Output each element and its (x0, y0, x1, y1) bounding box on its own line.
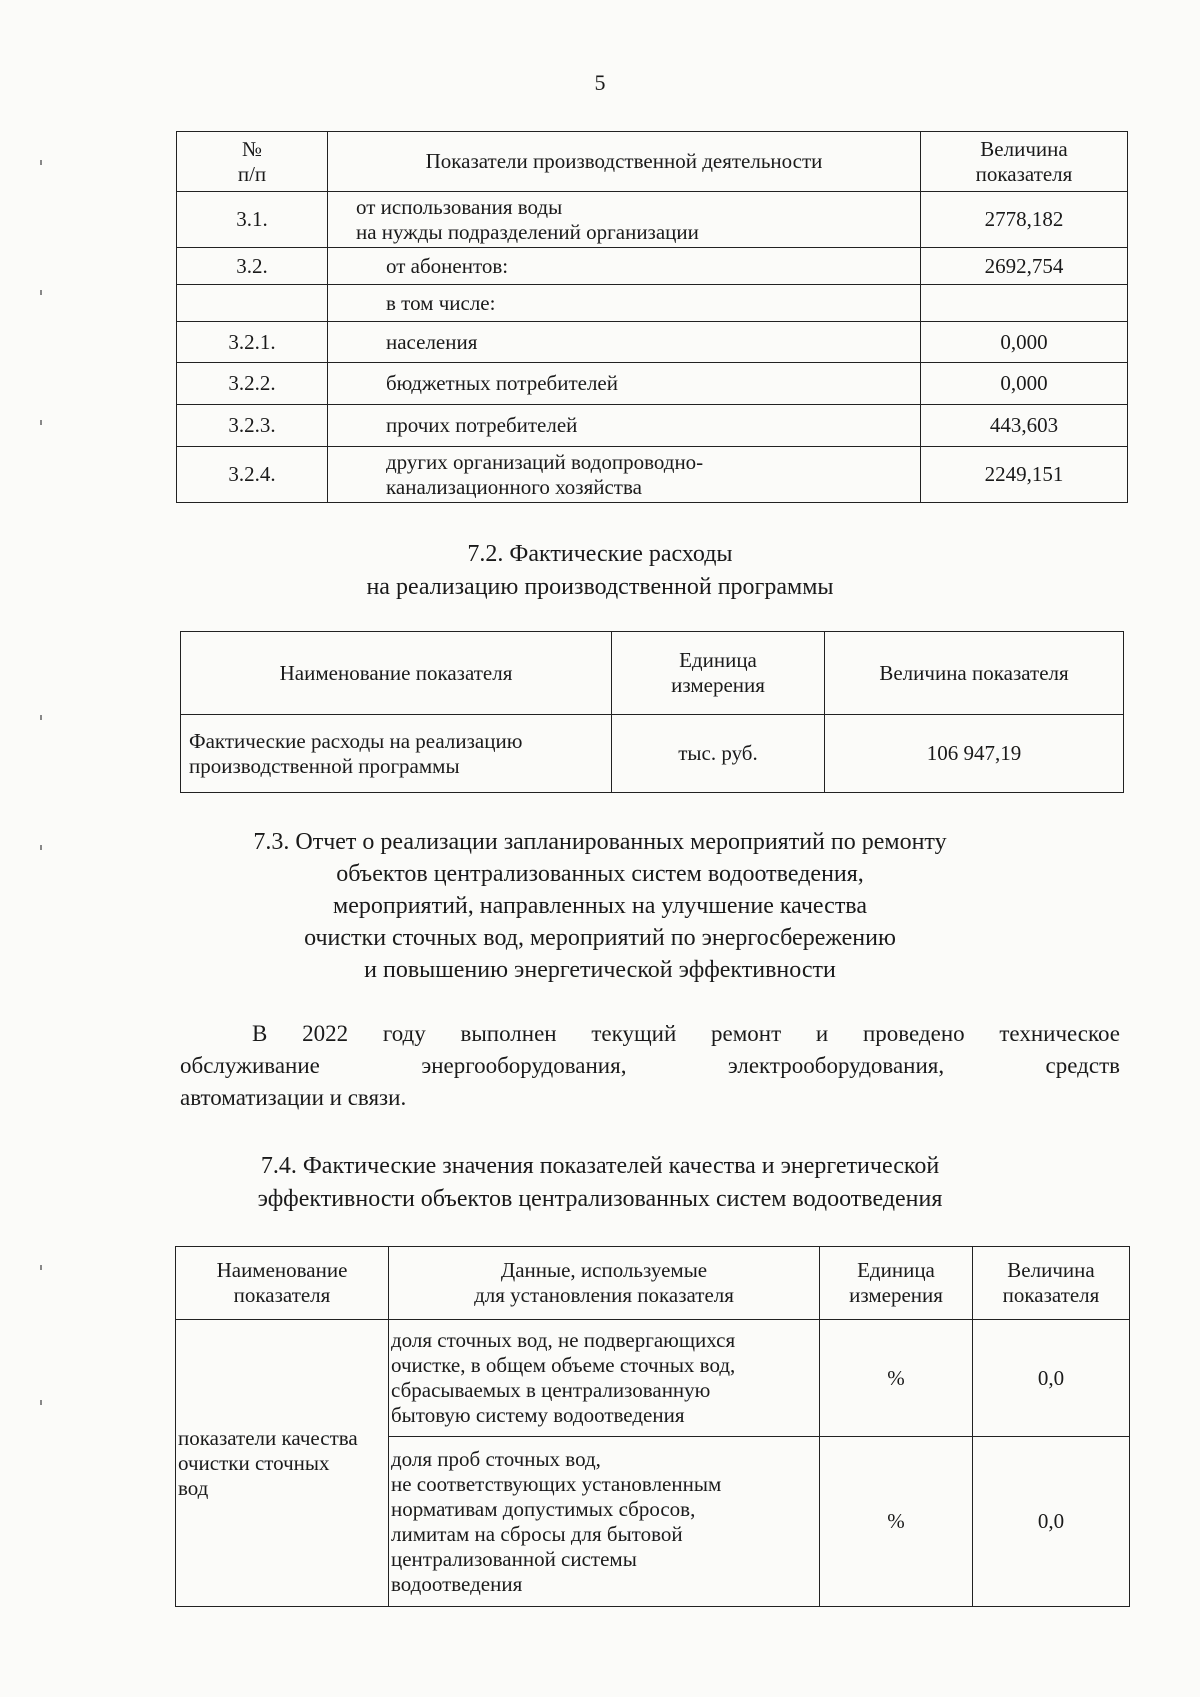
table-row (177, 405, 1128, 447)
table-row (177, 322, 1128, 363)
row-value: 2692,754 (921, 248, 1128, 285)
scan-mark (40, 1400, 42, 1405)
row-name-line2: на нужды подразделений организации (356, 219, 699, 244)
row-value: 0,000 (921, 322, 1128, 363)
section-7-3-title-line: объектов централизованных систем водоотведения, (336, 861, 864, 887)
row-unit: тыс. руб. (612, 715, 825, 793)
section-7-2-title-line1: 7.2. Фактические расходы (467, 541, 733, 567)
group-name-cell (176, 1320, 389, 1607)
expenses-table (180, 631, 1124, 793)
section-7-3-title-line: очистки сточных вод, мероприятий по энергосбережению (304, 925, 896, 951)
header-unit-line2: измерения (671, 673, 765, 697)
row-unit: % (820, 1320, 973, 1437)
section-7-3-title-line: 7.3. Отчет о реализации запланированных мероприятий по ремонту (253, 829, 947, 855)
row-value: 2249,151 (921, 447, 1128, 503)
row-name: в том числе: (328, 285, 921, 322)
row-num: 3.1. (177, 192, 328, 248)
row-unit: % (820, 1437, 973, 1607)
row-value: 106 947,19 (825, 715, 1124, 793)
section-7-3-title (0, 826, 1200, 986)
row-data-line: централизованной системы (391, 1546, 637, 1571)
paragraph-line2: обслуживание энергооборудования, электрооборудования, средств (180, 1053, 1120, 1078)
row-value: 443,603 (921, 405, 1128, 447)
row-name: прочих потребителей (328, 405, 921, 447)
row-num: 3.2.1. (177, 322, 328, 363)
group-name-line1: показатели качества (178, 1425, 358, 1450)
header-unit-line2: измерения (849, 1283, 943, 1307)
table-row (177, 447, 1128, 503)
row-num: 3.2.2. (177, 363, 328, 405)
row-num: 3.2.3. (177, 405, 328, 447)
row-name-line1: от использования воды (356, 194, 563, 219)
header-name (176, 1247, 389, 1320)
row-data-line: очистке, в общем объеме сточных вод, (391, 1353, 736, 1377)
row-name-line1: других организаций водопроводно- (386, 449, 704, 474)
group-name-line3: вод (178, 1475, 209, 1500)
quality-indicators-table (175, 1246, 1130, 1607)
section-7-3-title-line: и повышению энергетической эффективности (364, 957, 836, 983)
paragraph-line1: В 2022 году выполнен текущий ремонт и проведено техническое (252, 1021, 1120, 1046)
table-row (177, 363, 1128, 405)
row-data-line: не соответствующих установленным (391, 1471, 722, 1496)
body-paragraph (180, 1018, 1120, 1114)
header-unit-line1: Единица (679, 648, 757, 672)
row-data-line: нормативам допустимых сбросов, (391, 1496, 696, 1521)
header-num-line2: п/п (237, 161, 267, 186)
row-name (181, 715, 612, 793)
header-name: Наименование показателя (181, 632, 612, 715)
header-value-line1: Величина (1007, 1258, 1095, 1282)
scan-mark (40, 160, 42, 165)
header-unit-line1: Единица (857, 1258, 935, 1282)
scan-mark (40, 1265, 42, 1270)
header-value (921, 132, 1128, 192)
row-num (177, 285, 328, 322)
table-row (177, 248, 1128, 285)
row-data-line: доля сточных вод, не подвергающихся (391, 1328, 736, 1352)
row-value: 0,0 (973, 1437, 1130, 1607)
header-unit (820, 1247, 973, 1320)
section-7-4-title (0, 1150, 1200, 1216)
header-num (177, 132, 328, 192)
table-header-row (176, 1247, 1130, 1320)
row-name-line2: производственной программы (189, 753, 460, 778)
header-value-line1: Величина (980, 136, 1068, 161)
page-number: 5 (594, 70, 606, 95)
table-row (176, 1320, 1130, 1437)
row-data-line: лимитам на сбросы для бытовой (391, 1521, 683, 1546)
table-row (177, 192, 1128, 248)
row-name (328, 447, 921, 503)
row-name-line2: канализационного хозяйства (386, 474, 642, 499)
section-7-2-title-line2: на реализацию производственной программы (366, 574, 834, 600)
row-name-line1: Фактические расходы на реализацию (189, 728, 523, 753)
row-name: населения (328, 322, 921, 363)
row-num: 3.2. (177, 248, 328, 285)
row-name (328, 192, 921, 248)
row-value: 0,0 (973, 1320, 1130, 1437)
section-7-4-title-line2: эффективности объектов централизованных систем водоотведения (257, 1186, 943, 1212)
header-name: Показатели производственной деятельности (328, 132, 921, 192)
table-header-row (177, 132, 1128, 192)
row-value: 0,000 (921, 363, 1128, 405)
row-name: от абонентов: (328, 248, 921, 285)
scan-mark (40, 290, 42, 295)
row-data-line: доля проб сточных вод, (391, 1446, 601, 1471)
row-value (921, 285, 1128, 322)
header-data-line2: для установления показателя (474, 1283, 734, 1307)
header-name-line1: Наименование (216, 1258, 348, 1282)
header-num-line1: № (241, 136, 263, 161)
scan-mark (40, 715, 42, 720)
row-data-line: сбрасываемых в централизованную (391, 1378, 711, 1402)
header-value: Величина показателя (825, 632, 1124, 715)
section-7-4-title-line1: 7.4. Фактические значения показателей качества и энергетической (260, 1153, 940, 1179)
section-7-2-title (0, 538, 1200, 604)
header-data (389, 1247, 820, 1320)
header-value-line2: показателя (975, 161, 1073, 186)
row-data-line: бытовую систему водоотведения (391, 1403, 685, 1427)
production-indicators-table (176, 131, 1128, 503)
row-name: бюджетных потребителей (328, 363, 921, 405)
group-name-line2: очистки сточных (178, 1450, 330, 1475)
section-7-3-title-line: мероприятий, направленных на улучшение качества (333, 893, 867, 919)
paragraph-line3: автоматизации и связи. (180, 1085, 407, 1110)
header-data-line1: Данные, используемые (500, 1258, 708, 1282)
row-data-line: водоотведения (391, 1571, 523, 1596)
header-value-line2: показателя (1002, 1283, 1100, 1307)
table-row (181, 715, 1124, 793)
header-unit (612, 632, 825, 715)
row-data (389, 1320, 820, 1437)
row-value: 2778,182 (921, 192, 1128, 248)
row-data (389, 1437, 820, 1607)
table-header-row (181, 632, 1124, 715)
scan-mark (40, 420, 42, 425)
header-value (973, 1247, 1130, 1320)
table-row (177, 285, 1128, 322)
row-num: 3.2.4. (177, 447, 328, 503)
header-name-line2: показателя (233, 1283, 331, 1307)
